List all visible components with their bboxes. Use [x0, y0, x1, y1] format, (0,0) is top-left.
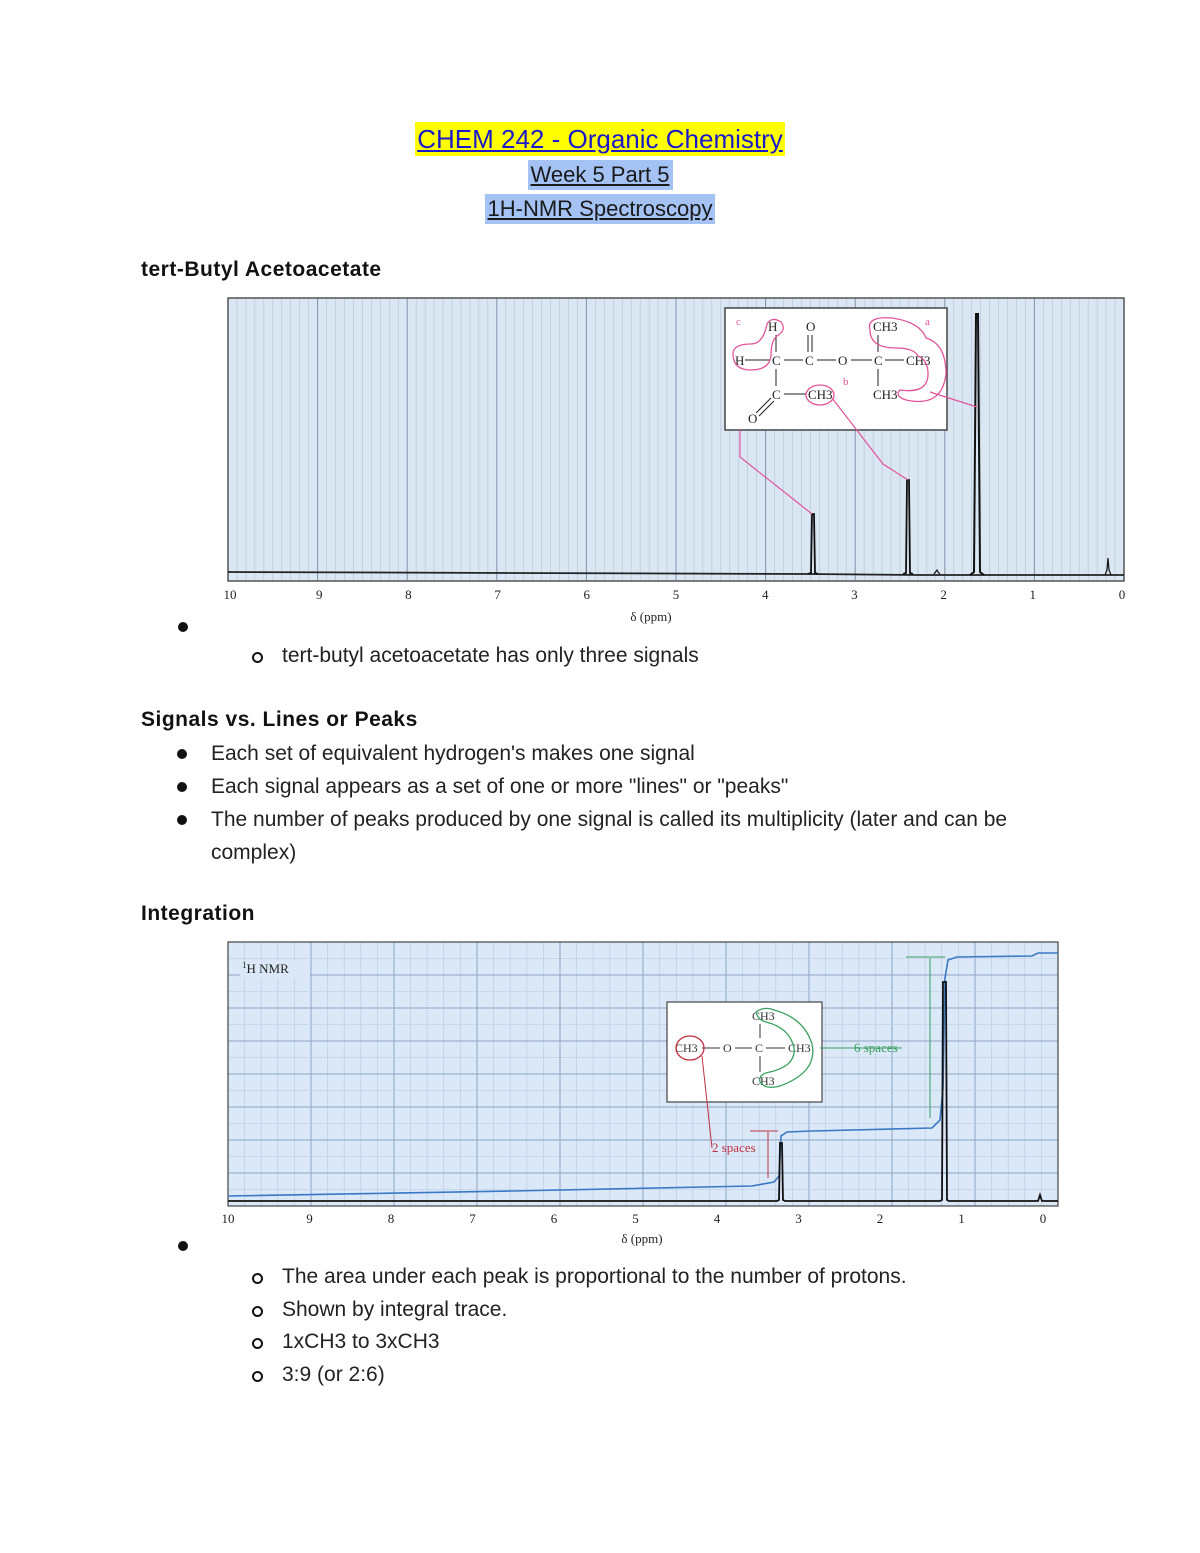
tick-label: 9	[315, 587, 323, 602]
tick-label: 9	[306, 1211, 313, 1226]
atom2-ch3-right: CH3	[788, 1041, 811, 1055]
list-item: 1xCH3 to 3xCH3	[250, 1326, 1110, 1359]
atom2-ch3-bottom: CH3	[752, 1074, 775, 1088]
tick-label: 8	[387, 1211, 395, 1226]
atom-o-bottom: O	[748, 411, 758, 426]
tick-label: 7	[494, 587, 501, 602]
nmr-spectrum-integration	[212, 938, 1072, 1253]
section-heading-integration: Integration	[141, 902, 255, 925]
atom-c-quat: C	[874, 353, 883, 368]
spectrum1-tick-labels	[224, 587, 1126, 602]
tick-label: 6	[583, 587, 591, 602]
label-c: c	[736, 316, 741, 328]
atom2-ch3-top: CH3	[752, 1009, 775, 1023]
tick-label: 10	[223, 587, 237, 602]
list-item: The area under each peak is proportional to the number of protons.	[250, 1261, 1110, 1294]
tick-label: 2	[876, 1211, 884, 1226]
tick-label: 5	[672, 587, 680, 602]
atom-ch3-right: CH3	[906, 353, 931, 368]
figure-bullet-2	[178, 1241, 188, 1251]
atom-c1: C	[772, 353, 781, 368]
spectrum2-tag: $^1$H NMR	[242, 960, 289, 976]
figure-bullet-1	[178, 622, 188, 632]
tick-label: 2	[940, 587, 947, 602]
spectrum1-grid	[228, 298, 1124, 581]
tick-label: 4	[761, 587, 769, 602]
section-heading-signals: Signals vs. Lines or Peaks	[141, 708, 418, 731]
tick-label: 0	[1039, 1211, 1047, 1226]
atom-ch3-b: CH3	[808, 387, 833, 402]
atom-ch3-bottom: CH3	[873, 387, 898, 402]
atom-c3: C	[772, 387, 781, 402]
spectrum2-x-label: δ (ppm)	[621, 1231, 663, 1246]
annotation-2-spaces: 2 spaces	[712, 1140, 756, 1155]
list-item: tert-butyl acetoacetate has only three signals	[250, 640, 1110, 673]
atom2-ch3-left: CH3	[675, 1041, 698, 1055]
section3-sub-list	[250, 1261, 1110, 1391]
spectrum2-tick-labels	[222, 1211, 1047, 1226]
atom2-c: C	[755, 1041, 764, 1055]
tick-label: 0	[1118, 587, 1126, 602]
label-b: b	[843, 376, 849, 388]
tick-label: 3	[851, 587, 858, 602]
atom-h-left: H	[735, 353, 745, 368]
tick-label: 4	[713, 1211, 721, 1226]
tick-label: 7	[469, 1211, 476, 1226]
atom2-o: O	[723, 1041, 732, 1055]
tick-label: 10	[221, 1211, 235, 1226]
atom-ch3-top: CH3	[873, 319, 898, 334]
spectrum1-x-label: δ (ppm)	[630, 609, 672, 624]
list-item: Each signal appears as a set of one or more "lines" or "peaks"	[175, 770, 1055, 803]
tick-label: 3	[795, 1211, 802, 1226]
label-a: a	[925, 316, 930, 328]
tick-label: 1	[958, 1211, 965, 1226]
tick-label: 8	[405, 587, 412, 602]
topic-title: 1H-NMR Spectroscopy	[485, 194, 716, 224]
course-title: CHEM 242 - Organic Chemistry	[417, 124, 783, 154]
atom-h-top: H	[768, 319, 778, 334]
section1-sub-list	[250, 640, 1110, 673]
section-heading-tert-butyl: tert-Butyl Acetoacetate	[141, 258, 382, 281]
tick-label: 1	[1029, 587, 1037, 602]
atom-o-top: O	[806, 319, 816, 334]
list-item: Each set of equivalent hydrogen's makes one signal	[175, 737, 1055, 770]
title-block	[0, 122, 1200, 224]
week-title: Week 5 Part 5	[528, 160, 673, 190]
tick-label: 5	[632, 1211, 639, 1226]
section2-list	[175, 737, 1055, 869]
atom-o-ester: O	[838, 353, 848, 368]
atom-c2: C	[805, 353, 814, 368]
list-item: The number of peaks produced by one signal is called its multiplicity (later and can be complex)	[175, 803, 1055, 869]
list-item: Shown by integral trace.	[250, 1294, 1110, 1327]
nmr-spectrum-tert-butyl-acetoacetate	[218, 292, 1133, 627]
tick-label: 6	[550, 1211, 558, 1226]
annotation-6-spaces: 6 spaces	[854, 1040, 898, 1055]
list-item: 3:9 (or 2:6)	[250, 1359, 1110, 1392]
